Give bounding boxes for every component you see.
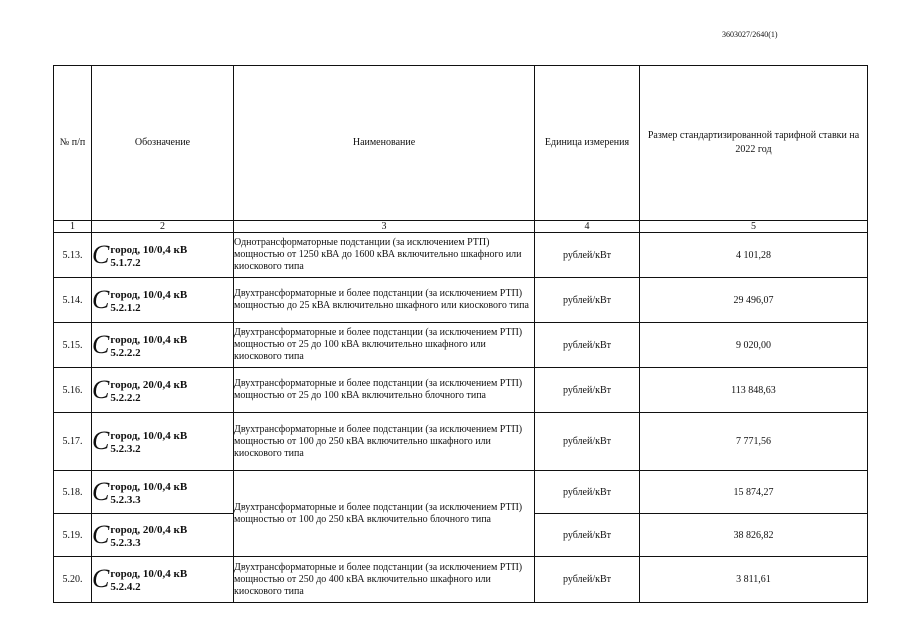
tariff-symbol <box>92 476 188 506</box>
unit-cell: рублей/кВт <box>535 233 640 278</box>
table-row <box>54 471 868 514</box>
tariff-symbol <box>92 239 188 269</box>
unit-cell: рублей/кВт <box>535 471 640 514</box>
row-number: 5.20. <box>54 557 92 603</box>
tariff-symbol <box>92 428 187 455</box>
name-cell: Двухтрансформаторные и более подстанции (за исключением РТП) мощностью от 250 до 400 кВА включительно шкафного или киоскового типа <box>234 557 535 603</box>
column-number: 2 <box>92 221 234 233</box>
row-number: 5.15. <box>54 323 92 368</box>
symbol-subscript: 5.2.2.2 <box>110 346 141 359</box>
symbol-letter: C <box>92 476 110 506</box>
tariff-symbol <box>92 519 188 549</box>
designation-cell <box>92 323 234 368</box>
row-number: 5.16. <box>54 368 92 413</box>
symbol-letter: C <box>92 239 110 269</box>
column-number-row <box>54 221 868 233</box>
row-number: 5.17. <box>54 413 92 471</box>
value-cell: 4 101,28 <box>640 233 868 278</box>
designation-cell <box>92 233 234 278</box>
table-row <box>54 233 868 278</box>
symbol-subscript: 5.1.7.2 <box>110 256 141 269</box>
symbol-superscript: город, 10/0,4 кВ <box>110 333 188 346</box>
symbol-superscript: город, 10/0,4 кВ <box>110 288 188 301</box>
unit-cell: рублей/кВт <box>535 413 640 471</box>
header-rate: Размер стандартизированной тарифной ставки на 2022 год <box>640 66 868 221</box>
symbol-subscript: 5.2.3.2 <box>110 443 141 455</box>
value-cell: 9 020,00 <box>640 323 868 368</box>
designation-cell <box>92 514 234 557</box>
header-no: № п/п <box>54 66 92 221</box>
row-number: 5.14. <box>54 278 92 323</box>
designation-cell <box>92 413 234 471</box>
symbol-subscript: 5.2.1.2 <box>110 301 141 314</box>
symbol-subscript: 5.2.3.3 <box>110 493 141 506</box>
column-number: 3 <box>234 221 535 233</box>
symbol-subscript: 5.2.4.2 <box>110 581 141 593</box>
symbol-subscript: 5.2.2.2 <box>110 391 141 404</box>
unit-cell: рублей/кВт <box>535 557 640 603</box>
value-cell: 29 496,07 <box>640 278 868 323</box>
tariff-symbol <box>92 329 188 359</box>
designation-cell <box>92 368 234 413</box>
value-cell: 113 848,63 <box>640 368 868 413</box>
symbol-superscript: город, 10/0,4 кВ <box>110 568 188 580</box>
unit-cell: рублей/кВт <box>535 278 640 323</box>
symbol-subscript: 5.2.3.3 <box>110 536 141 549</box>
symbol-letter: C <box>92 519 110 549</box>
name-cell: Двухтрансформаторные и более подстанции (за исключением РТП) мощностью от 100 до 250 кВА включительно блочного типа <box>234 471 535 557</box>
symbol-letter: C <box>92 564 110 593</box>
value-cell: 3 811,61 <box>640 557 868 603</box>
header-unit: Единица измерения <box>535 66 640 221</box>
name-cell: Однотрансформаторные подстанции (за исключением РТП) мощностью от 1250 кВА до 1600 кВА включительно шкафного или киоскового типа <box>234 233 535 278</box>
table-row <box>54 323 868 368</box>
symbol-superscript: город, 10/0,4 кВ <box>110 430 188 442</box>
designation-cell <box>92 471 234 514</box>
tariff-symbol <box>92 284 188 314</box>
tariff-table <box>53 65 868 603</box>
document-number: 3603027/2640(1) <box>722 30 778 39</box>
unit-cell: рублей/кВт <box>535 323 640 368</box>
table-row <box>54 557 868 603</box>
symbol-letter: C <box>92 374 110 404</box>
column-number: 4 <box>535 221 640 233</box>
table-row <box>54 368 868 413</box>
tariff-symbol <box>92 374 188 404</box>
table-row <box>54 413 868 471</box>
name-cell: Двухтрансформаторные и более подстанции (за исключением РТП) мощностью от 25 до 100 кВА включительно блочного типа <box>234 368 535 413</box>
designation-cell <box>92 278 234 323</box>
column-number: 5 <box>640 221 868 233</box>
symbol-letter: C <box>92 284 110 314</box>
value-cell: 15 874,27 <box>640 471 868 514</box>
name-cell: Двухтрансформаторные и более подстанции (за исключением РТП) мощностью от 100 до 250 кВА включительно шкафного или киоскового типа <box>234 413 535 471</box>
unit-cell: рублей/кВт <box>535 368 640 413</box>
symbol-superscript: город, 10/0,4 кВ <box>110 243 188 256</box>
symbol-letter: C <box>92 329 110 359</box>
table-row <box>54 278 868 323</box>
symbol-letter: C <box>92 426 110 455</box>
symbol-superscript: город, 20/0,4 кВ <box>110 523 188 536</box>
row-number: 5.19. <box>54 514 92 557</box>
value-cell: 38 826,82 <box>640 514 868 557</box>
header-name: Наименование <box>234 66 535 221</box>
header-designation: Обозначение <box>92 66 234 221</box>
row-number: 5.18. <box>54 471 92 514</box>
row-number: 5.13. <box>54 233 92 278</box>
tariff-symbol <box>92 566 187 593</box>
name-cell: Двухтрансформаторные и более подстанции (за исключением РТП) мощностью до 25 кВА включительно шкафного или киоскового типа <box>234 278 535 323</box>
value-cell: 7 771,56 <box>640 413 868 471</box>
unit-cell: рублей/кВт <box>535 514 640 557</box>
column-number: 1 <box>54 221 92 233</box>
symbol-superscript: город, 20/0,4 кВ <box>110 378 188 391</box>
designation-cell <box>92 557 234 603</box>
header-row <box>54 66 868 221</box>
symbol-superscript: город, 10/0,4 кВ <box>110 480 188 493</box>
name-cell: Двухтрансформаторные и более подстанции (за исключением РТП) мощностью от 25 до 100 кВА включительно шкафного или киоскового типа <box>234 323 535 368</box>
